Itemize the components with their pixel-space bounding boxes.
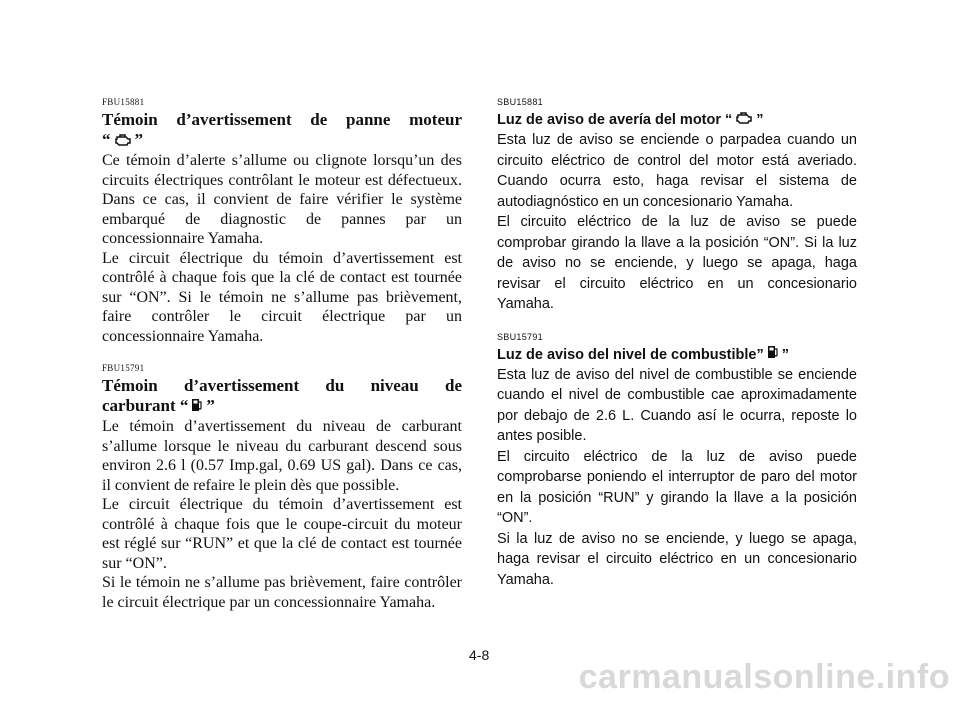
es-fuel-warning-section: [497, 331, 857, 591]
paragraph: El circuito eléctrico de la luz de aviso puede comprobarse poniendo el interruptor de paro del motor en la posición “RUN” y girando la llave a la posición “ON”.: [497, 448, 857, 527]
fuel-pump-icon: [767, 345, 779, 365]
watermark: carmanualsonline.info: [578, 658, 950, 696]
section-heading: Luz de aviso del nivel de combustible” ”: [497, 345, 857, 365]
paragraph: Le circuit électrique du témoin d’avertissement est contrôlé à chaque fois que la clé de contact est tournée sur “ON”. Si le témoin ne s’allume pas brièvement, faire contrôler le circuit électrique par un concessionnaire Yamaha.: [102, 249, 462, 345]
fr-engine-warning-section: [102, 96, 462, 346]
paragraph: Si le témoin ne s’allume pas brièvement, faire contrôler le circuit électrique par un concessionnaire Yamaha.: [102, 574, 462, 611]
paragraph: El circuito eléctrico de la luz de aviso se puede comprobar girando la llave a la posición “ON”. Si la luz de aviso no se enciende, y luego se apaga, haga revisar el circuito eléctrico en un concesionario Yamaha.: [497, 214, 857, 313]
paragraph: Esta luz de aviso del nivel de combustible se enciende cuando el nivel de combustible cae aproximadamente por debajo de 2.6 L. Cuando así le ocurra, reposte lo antes posible.: [497, 366, 857, 445]
engine-icon: [114, 131, 132, 151]
section-heading: Luz de aviso de avería del motor “ ”: [497, 110, 857, 130]
page-number: 4-8: [469, 647, 490, 663]
french-column: [102, 96, 462, 628]
paragraph: Si la luz de aviso no se enciende, y luego se apaga, haga revisar el circuito eléctrico en un concesionario Yamaha.: [497, 530, 857, 588]
section-heading: [102, 376, 462, 417]
paragraph: Le circuit électrique du témoin d’avertissement est contrôlé à chaque fois que le coupe-circuit du moteur est réglé sur “RUN” et que la clé de contact est tournée sur “ON”.: [102, 496, 462, 572]
section-code: SBU15791: [497, 331, 543, 342]
engine-icon: [735, 110, 753, 130]
section-code: FBU15881: [102, 97, 145, 107]
paragraph: Esta luz de aviso se enciende o parpadea cuando un circuito eléctrico de control del motor está averiado. Cuando ocurra esto, haga revisar el sistema de autodiagnóstico en un concesionario Yamaha.: [497, 132, 857, 210]
fuel-pump-icon: [191, 397, 203, 417]
heading-line2: “ ”: [102, 130, 462, 151]
heading-line1: Témoin d’avertissement du niveau de: [102, 376, 462, 396]
heading-line2: carburant “ ”: [102, 396, 462, 417]
paragraph: Ce témoin d’alerte s’allume ou clignote lorsqu’un des circuits électriques contrôlant le moteur est défectueux. Dans ce cas, il convient de faire vérifier le système embarqué de diagnostic de pannes par un concessionnaire Yamaha.: [102, 152, 462, 248]
spanish-column: [497, 96, 857, 606]
section-code: FBU15791: [102, 363, 145, 374]
es-engine-warning-section: [497, 96, 857, 315]
heading-line1: Témoin d’avertissement de panne moteur: [102, 110, 462, 129]
section-heading: [102, 110, 462, 151]
paragraph: Le témoin d’avertissement du niveau de carburant s’allume lorsque le niveau du carburant descend sous environ 2.6 l (0.57 Imp.gal, 0.69 US gal). Dans ce cas, il convient de refaire le plein dès que possible.: [102, 418, 462, 494]
section-code: SBU15881: [497, 97, 543, 107]
fr-fuel-warning-section: [102, 362, 462, 612]
